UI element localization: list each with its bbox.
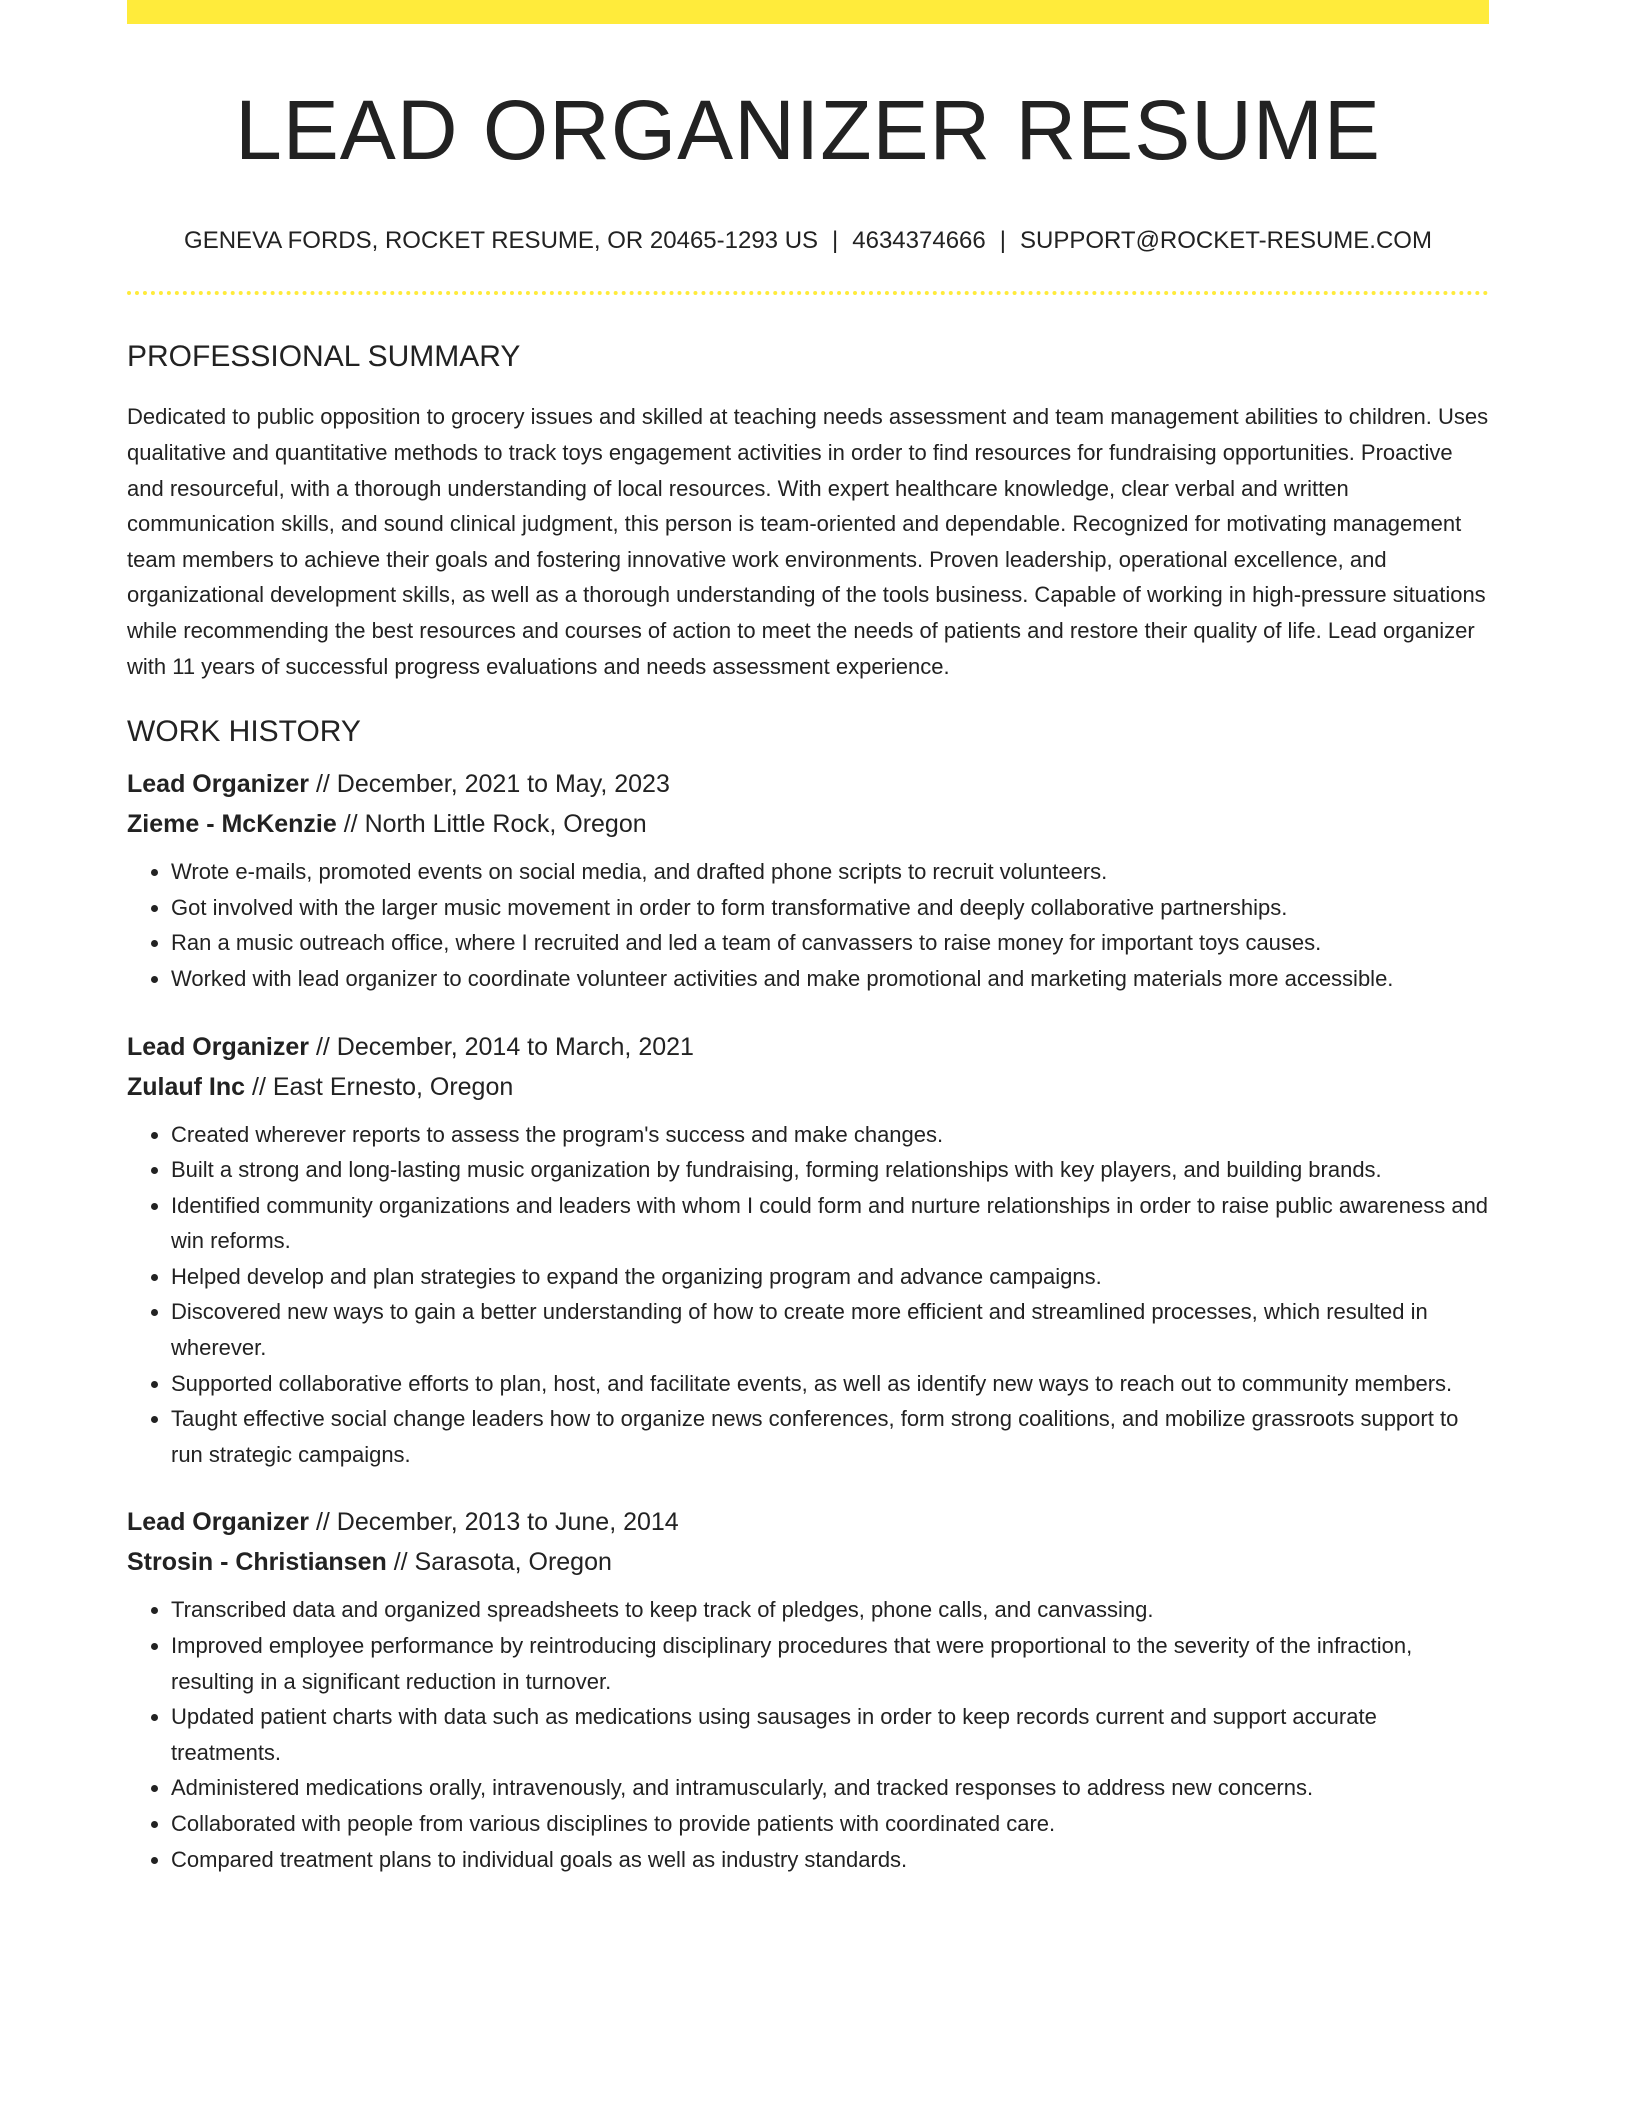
duty-item: • Got involved with the larger music movement in order to form transformative and deeply collaborative partnerships. bbox=[171, 890, 1489, 926]
summary-heading: PROFESSIONAL SUMMARY bbox=[127, 340, 521, 374]
job-dates: // December, 2014 to March, 2021 bbox=[315, 1032, 694, 1061]
resume-page bbox=[127, 0, 1489, 1877]
job-title: Lead Organizer bbox=[127, 1508, 309, 1537]
duty-item: • Updated patient charts with data such as medications using sausages in order to keep records current and support accurate treatments. bbox=[171, 1699, 1489, 1770]
job-title: Lead Organizer bbox=[127, 770, 309, 799]
duties-list bbox=[127, 1117, 1489, 1473]
job-location: // North Little Rock, Oregon bbox=[343, 810, 647, 839]
duty-item: • Administered medications orally, intravenously, and intramuscularly, and tracked responses to address new concerns. bbox=[171, 1770, 1489, 1806]
duty-item: • Discovered new ways to gain a better understanding of how to create more efficient and streamlined processes, which resulted in wherever. bbox=[171, 1294, 1489, 1365]
job-company: Strosin - Christiansen bbox=[127, 1548, 387, 1577]
job-dates: // December, 2021 to May, 2023 bbox=[315, 770, 670, 799]
contact-email: SUPPORT@ROCKET-RESUME.COM bbox=[1019, 226, 1432, 254]
contact-separator: | bbox=[999, 226, 1006, 254]
duty-item: • Identified community organizations and leaders with whom I could form and nurture relationships in order to raise public awareness and win reforms. bbox=[171, 1188, 1489, 1259]
job-entry bbox=[127, 764, 1489, 996]
job-company-line bbox=[127, 1542, 1489, 1582]
job-entry bbox=[127, 1502, 1489, 1877]
job-company-line bbox=[127, 1067, 1489, 1107]
duty-item: • Collaborated with people from various disciplines to provide patients with coordinated care. bbox=[171, 1806, 1489, 1842]
duty-item: • Ran a music outreach office, where I recruited and led a team of canvassers to raise money for important toys causes. bbox=[171, 925, 1489, 961]
duty-item: • Transcribed data and organized spreadsheets to keep track of pledges, phone calls, and canvassing. bbox=[171, 1592, 1489, 1628]
job-location: // Sarasota, Oregon bbox=[393, 1548, 612, 1577]
work-history-heading: WORK HISTORY bbox=[127, 715, 361, 749]
job-title-line bbox=[127, 1502, 1489, 1542]
duties-list bbox=[127, 1592, 1489, 1877]
job-company: Zulauf Inc bbox=[127, 1072, 246, 1101]
contact-address: GENEVA FORDS, ROCKET RESUME, OR 20465-1293 US bbox=[184, 226, 819, 254]
duty-item: • Wrote e-mails, promoted events on social media, and drafted phone scripts to recruit volunteers. bbox=[171, 854, 1489, 890]
duty-item: • Taught effective social change leaders how to organize news conferences, form strong coalitions, and mobilize grassroots support to run strategic campaigns. bbox=[171, 1401, 1489, 1472]
duty-item: • Worked with lead organizer to coordinate volunteer activities and make promotional and marketing materials more accessible. bbox=[171, 961, 1489, 997]
contact-separator: | bbox=[832, 226, 839, 254]
accent-bar bbox=[127, 0, 1489, 24]
dotted-divider bbox=[127, 291, 1489, 295]
duty-item: • Built a strong and long-lasting music organization by fundraising, forming relationships with key players, and building brands. bbox=[171, 1152, 1489, 1188]
resume-title: LEAD ORGANIZER RESUME bbox=[235, 83, 1381, 177]
job-title: Lead Organizer bbox=[127, 1032, 309, 1061]
job-company-line bbox=[127, 804, 1489, 844]
contact-phone: 4634374666 bbox=[852, 226, 986, 254]
duty-item: • Created wherever reports to assess the program's success and make changes. bbox=[171, 1117, 1489, 1153]
job-company: Zieme - McKenzie bbox=[127, 810, 337, 839]
job-title-line bbox=[127, 1027, 1489, 1067]
job-location: // East Ernesto, Oregon bbox=[252, 1072, 514, 1101]
summary-text: Dedicated to public opposition to grocery issues and skilled at teaching needs assessment and team management abilities to children. Uses qualitative and quantitative methods to track toys engagement activities in order to find resources for fundraising opportunities. Proactive and resourceful, with a thorough understanding of local resources. With expert healthcare knowledge, clear verbal and written communication skills, and sound clinical judgment, this person is team-oriented and dependable. Recognized for motivating management team members to achieve their goals and fostering innovative work environments. Proven leadership, operational excellence, and organizational development skills, as well as a thorough understanding of the tools business. Capable of working in high-pressure situations while recommending the best resources and courses of action to meet the needs of patients and restore their quality of life. Lead organizer with 11 years of successful progress evaluations and needs assessment experience. bbox=[127, 404, 1489, 679]
job-title-line bbox=[127, 764, 1489, 804]
duty-item: • Improved employee performance by reintroducing disciplinary procedures that were proportional to the severity of the infraction, resulting in a significant reduction in turnover. bbox=[171, 1628, 1489, 1699]
job-dates: // December, 2013 to June, 2014 bbox=[315, 1508, 679, 1537]
duty-item: • Helped develop and plan strategies to expand the organizing program and advance campaigns. bbox=[171, 1259, 1489, 1295]
duty-item: • Compared treatment plans to individual goals as well as industry standards. bbox=[171, 1842, 1489, 1878]
duty-item: • Supported collaborative efforts to plan, host, and facilitate events, as well as identify new ways to reach out to community members. bbox=[171, 1366, 1489, 1402]
contact-line bbox=[127, 227, 1489, 256]
job-entry bbox=[127, 1027, 1489, 1473]
duties-list bbox=[127, 854, 1489, 996]
